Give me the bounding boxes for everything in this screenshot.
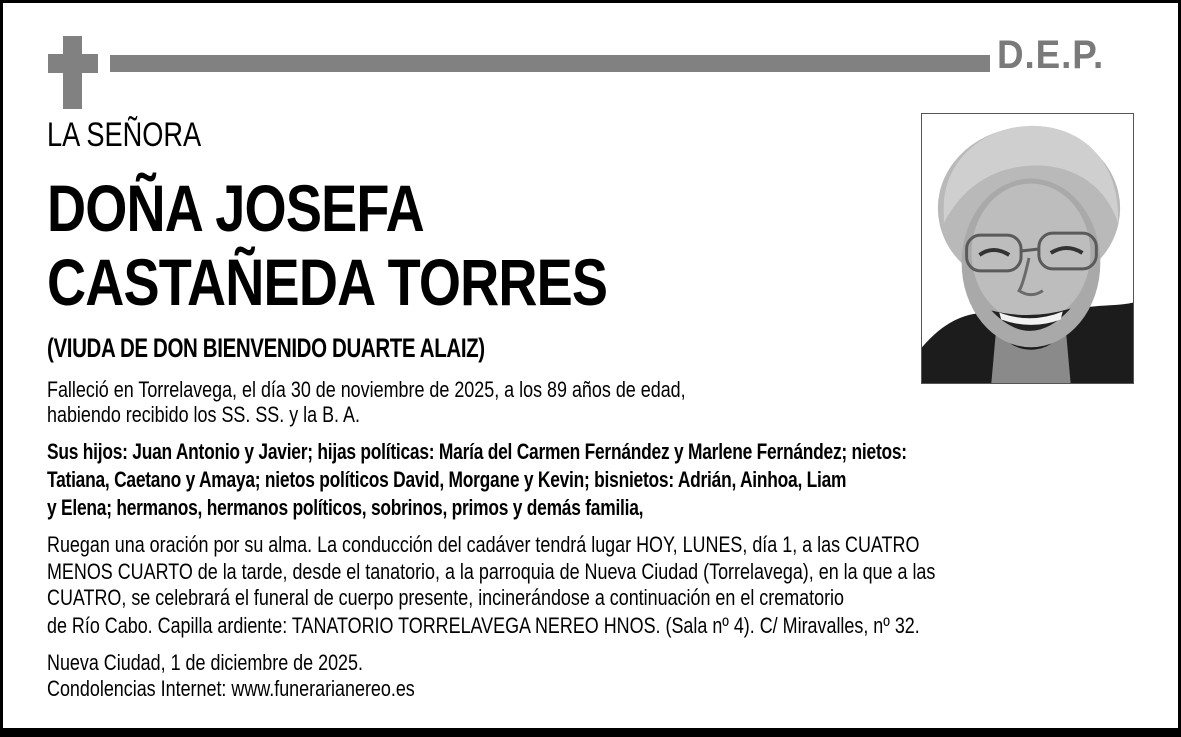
family-text-line: y Elena; hermanos, hermanos políticos, sobrinos, primos y demás familia,: [47, 495, 644, 520]
portrait-photo: [921, 113, 1134, 384]
footer-condolences: Condolencias Internet: www.funerarianereo.es: [47, 676, 415, 701]
title-prefix: LA SEÑORA: [47, 116, 202, 154]
death-text-line: habiendo recibido los SS. SS. y la B. A.: [47, 402, 360, 427]
portrait-image: [922, 114, 1133, 383]
service-text-line: CUATRO, se celebrará el funeral de cuerpo presente, incinerándose a continuación en el crematorio: [47, 585, 844, 610]
deceased-name-line1: DOÑA JOSEFA: [47, 171, 424, 245]
family-text-line: Tatiana, Caetano y Amaya; nietos políticos David, Morgane y Kevin; bisnietos: Adrián, Ainhoa, Liam: [47, 467, 847, 492]
service-text-line: Ruegan una oración por su alma. La conducción del cadáver tendrá lugar HOY, LUNES, día 1, a las CUATRO: [47, 532, 920, 557]
dep-label: D.E.P.: [997, 33, 1105, 77]
service-text-line: MENOS CUARTO de la tarde, desde el tanatorio, a la parroquia de Nueva Ciudad (Torrelavega), en la que a las: [47, 559, 936, 584]
cross-icon-arm: [48, 54, 98, 73]
deceased-name-line2: CASTAÑEDA TORRES: [47, 245, 608, 319]
footer-date: Nueva Ciudad, 1 de diciembre de 2025.: [47, 650, 363, 675]
death-text-line: Falleció en Torrelavega, el día 30 de noviembre de 2025, a los 89 años de edad,: [47, 377, 686, 402]
service-text-line: de Río Cabo. Capilla ardiente: TANATORIO TORRELAVEGA NEREO HNOS. (Sala nº 4). C/ Miravalles, nº 32.: [47, 613, 920, 638]
header-rule: [110, 55, 990, 72]
spouse-note: (VIUDA DE DON BIENVENIDO DUARTE ALAIZ): [47, 333, 485, 363]
family-text-line: Sus hijos: Juan Antonio y Javier; hijas políticas: María del Carmen Fernández y Marlene Fernández; nietos:: [47, 439, 907, 464]
